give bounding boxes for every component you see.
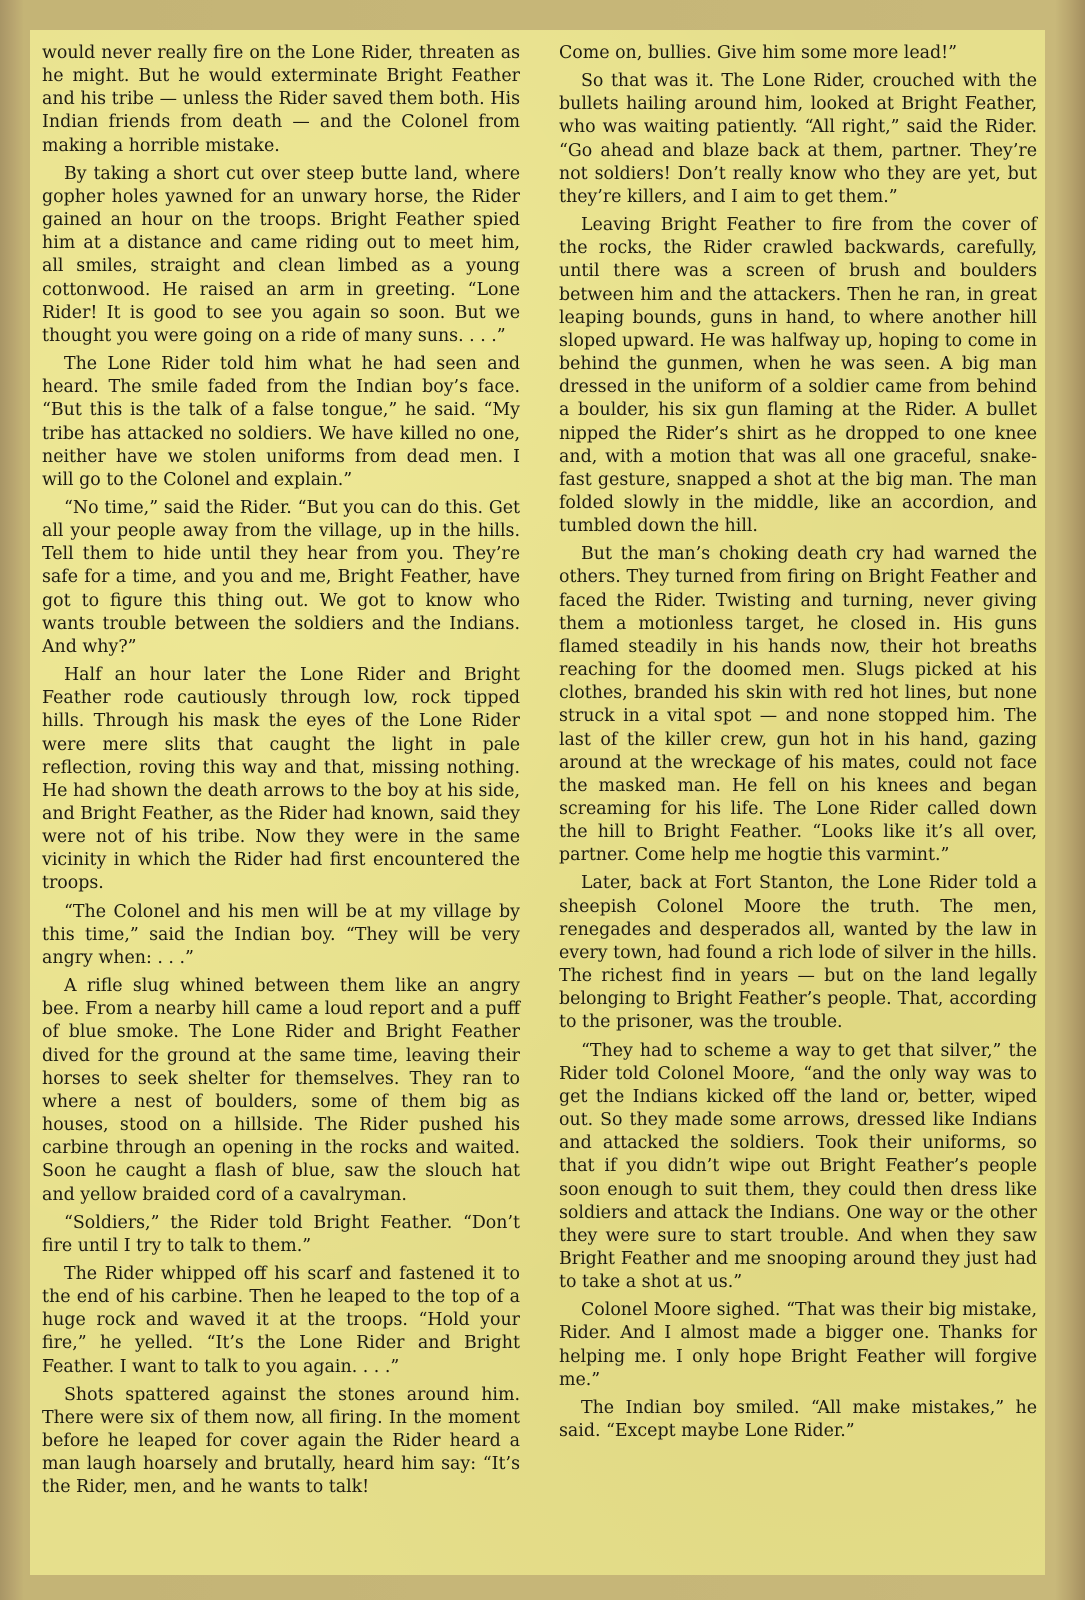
paragraph: Later, back at Fort Stanton, the Lone Rider told a sheepish Colonel Moore the truth. The men, renegades and desperados all, wanted by the law in every town, had found a rich lode of silver in the hills. The richest find in years — but on the land legally belonging to Bright Feather’s people. That, according to the prisoner, was the trouble. <box>559 873 1037 1033</box>
paragraph: Colonel Moore sighed. “That was their big mistake, Rider. And I almost made a bigger one. Thanks for helping me. I only hope Bright Feather will forgive me.” <box>559 1300 1037 1390</box>
right-column <box>559 42 1037 1448</box>
paragraph: would never really fire on the Lone Rider, threaten as he might. But he would exterminate Bright Feather and his tribe — unless the Rider saved them both. His Indian friends from death — and the Colonel from making a horrible mistake. <box>42 43 520 156</box>
printed-page <box>30 30 1045 1575</box>
paragraph: A rifle slug whined between them like an angry bee. From a nearby hill came a loud report and a puff of blue smoke. The Lone Rider and Bright Feather dived for the ground at the same time, leaving their horses to seek shelter for themselves. They ran to where a nest of boulders, some of them big as houses, stood on a hillside. The Rider pushed his carbine through an opening in the rocks and waited. Soon he caught a flash of blue, saw the slouch hat and yellow braided cord of a cavalryman. <box>42 976 520 1205</box>
paragraph: The Lone Rider told him what he had seen and heard. The smile faded from the Indian boy’s face. “But this is the talk of a false tongue,” he said. “My tribe has attacked no soldiers. We have killed no one, neither have we stolen uniforms from dead men. I will go to the Colonel and explain.” <box>42 354 520 490</box>
paragraph: Half an hour later the Lone Rider and Bright Feather rode cautiously through low, rock tipped hills. Through his mask the eyes of the Lone Rider were mere slits that caught the light in pale reflection, roving this way and that, missing nothing. He had shown the death arrows to the boy at his side, and Bright Feather, as the Rider had known, said they were not of his tribe. Now they were in the same vicinity in which the Rider had first encountered the troops. <box>42 665 520 894</box>
paragraph: Shots spattered against the stones around him. There were six of them now, all firing. In the moment before he leaped for cover again the Rider heard a man laugh hoarsely and brutally, heard him say: “It’s the Rider, men, and he wants to talk! <box>42 1384 520 1498</box>
left-column <box>42 42 520 1505</box>
paragraph: Come on, bullies. Give him some more lead!” <box>559 43 958 63</box>
paragraph: “The Colonel and his men will be at my village by this time,” said the Indian boy. “They will be very angry when: . . .” <box>42 901 520 968</box>
paragraph: By taking a short cut over steep butte land, where gopher holes yawned for an unwary horse, the Rider gained an hour on the troops. Bright Feather spied him at a distance and came riding out to meet him, all smiles, straight and clean limbed as a young cottonwood. He raised an arm in greeting. “Lone Rider! It is good to see you again so soon. But we thought you were going on a ride of many suns. . . .” <box>42 163 520 346</box>
paragraph: But the man’s choking death cry had warned the others. They turned from firing on Bright Feather and faced the Rider. Twisting and turning, never giving them a motionless target, he closed in. His guns flamed steadily in his hands now, their hot breaths reaching for the doomed men. Slugs picked at his clothes, branded his skin with red hot lines, but none struck in a vital spot — and none stopped him. The last of the killer crew, gun hot in his hand, gazing around at the wreckage of his mates, could not face the masked man. He fell on his knees and began screaming for his life. The Lone Rider called down the hill to Bright Feather. “Looks like it’s all over, partner. Come help me hogtie this varmint.” <box>559 544 1037 866</box>
paragraph: “Soldiers,” the Rider told Bright Feather. “Don’t fire until I try to talk to them.” <box>42 1212 520 1256</box>
paragraph: “They had to scheme a way to get that silver,” the Rider told Colonel Moore, “and the only way was to get the Indians kicked off the land or, better, wiped out. So they made some arrows, dressed like Indians and attacked the soldiers. Took their uniforms, so that if you didn’t wipe out Bright Feather’s people soon enough to suit them, they could then dress like soldiers and attack the Indians. One way or the other they were sure to start trouble. And when they saw Bright Feather and me snooping around they just had to take a shot at us.” <box>559 1040 1037 1293</box>
paragraph: The Rider whipped off his scarf and fastened it to the end of his carbine. Then he leaped to the top of a huge rock and waved it at the troops. “Hold your fire,” he yelled. “It’s the Lone Rider and Bright Feather. I want to talk to you again. . . .” <box>42 1263 520 1377</box>
paragraph: Leaving Bright Feather to fire from the cover of the rocks, the Rider crawled backwards, carefully, until there was a screen of brush and boulders between him and the attackers. Then he ran, in great leaping bounds, guns in hand, to where another hill sloped upward. He was halfway up, hoping to come in behind the gunmen, when he was seen. A big man dressed in the uniform of a soldier came from behind a boulder, his six gun flaming at the Rider. A bullet nipped the Rider’s shirt as he dropped to one knee and, with a motion that was all one graceful, snake-fast gesture, snapped a shot at the big man. The man folded slowly in the middle, like an accordion, and tumbled down the hill. <box>559 215 1037 537</box>
paragraph: The Indian boy smiled. “All make mistakes,” he said. “Except maybe Lone Rider.” <box>559 1397 1037 1442</box>
paragraph: So that was it. The Lone Rider, crouched with the bullets hailing around him, looked at Bright Feather, who was waiting patiently. “All right,” said the Rider. “Go ahead and blaze back at them, partner. They’re not soldiers! Don’t really know who they are yet, but they’re killers, and I aim to get them.” <box>559 71 1037 207</box>
paragraph: “No time,” said the Rider. “But you can do this. Get all your people away from the village, up in the hills. Tell them to hide until they hear from you. They’re safe for a time, and you and me, Bright Feather, have got to figure this thing out. We got to know who wants trouble between the soldiers and the Indians. And why?” <box>42 497 520 657</box>
